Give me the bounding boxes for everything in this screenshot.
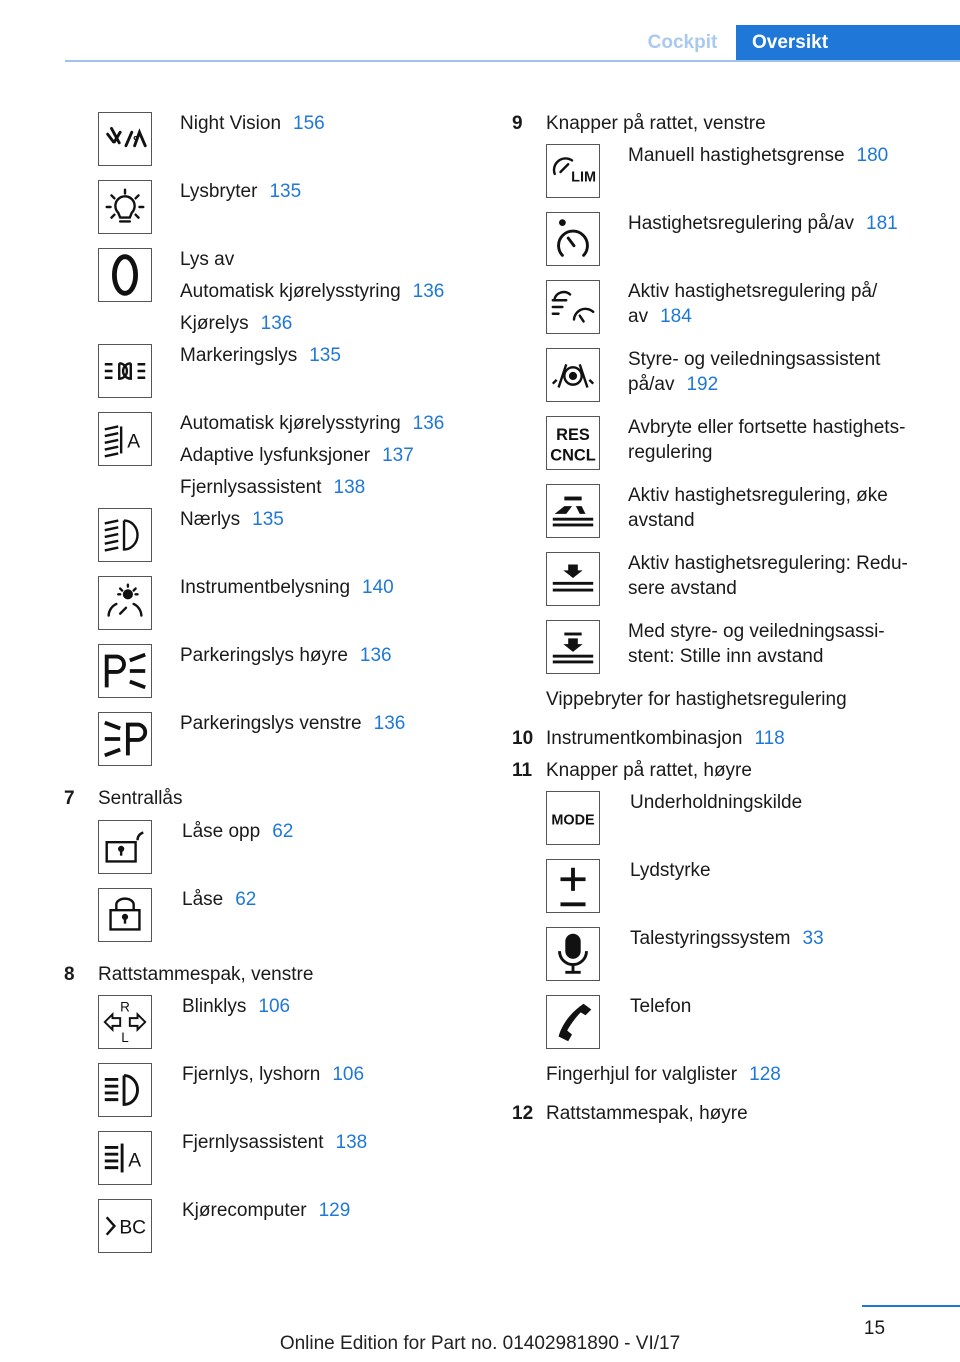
- section9-item-2-cont: av 184: [628, 306, 692, 327]
- left-item-1-line-0: Lysbryter 135: [180, 181, 302, 202]
- page-link[interactable]: 192: [686, 374, 719, 395]
- section-number: 8: [64, 964, 75, 985]
- svg-text:CNCL: CNCL: [550, 446, 596, 465]
- page-link[interactable]: 138: [333, 477, 366, 498]
- left-item-4-line-2: Fjernlysassistent 138: [180, 477, 366, 498]
- page-link[interactable]: 180: [856, 145, 889, 166]
- mode-button-icon: [546, 791, 600, 845]
- section9-item-1: Hastighetsregulering på/av 181: [628, 213, 898, 234]
- page-link[interactable]: 118: [754, 728, 785, 749]
- left-item-2-line-2: Kjørelys 136: [180, 313, 293, 334]
- page-link[interactable]: 135: [269, 181, 302, 202]
- section11-note: Fingerhjul for valglister 128: [546, 1064, 781, 1085]
- section-title: Rattstammespak, høyre: [546, 1103, 748, 1124]
- page-number: 15: [863, 1318, 886, 1339]
- section-number: 7: [64, 788, 75, 809]
- section11-item-3: Telefon: [630, 996, 692, 1017]
- section8-item-2: Fjernlysassistent 138: [182, 1132, 368, 1153]
- page-link[interactable]: 184: [660, 306, 692, 327]
- side-marker-lights-icon: [98, 344, 152, 398]
- speed-limiter-icon: [546, 144, 600, 198]
- section9-item-4: Avbryte eller fortsette hastighets-: [628, 417, 906, 438]
- distance-setting-icon: [546, 620, 600, 674]
- svg-text:A: A: [128, 1150, 142, 1172]
- lock-icon: [98, 888, 152, 942]
- lights-off-icon: [98, 248, 152, 302]
- left-item-6-line-0: Instrumentbelysning 140: [180, 577, 394, 598]
- microphone-icon: [546, 927, 600, 981]
- steering-assistant-icon: [546, 348, 600, 402]
- section9-item-7-cont: stent: Stille inn avstand: [628, 646, 824, 667]
- section8-item-3: Kjørecomputer 129: [182, 1200, 351, 1221]
- distance-increase-icon: [546, 484, 600, 538]
- section9-item-4-cont: regulering: [628, 442, 713, 463]
- section9-item-3: Styre- og veiledningsassistent: [628, 349, 881, 370]
- page-link[interactable]: 136: [260, 313, 293, 334]
- high-beam-assistant-icon: [98, 1131, 152, 1185]
- section9-item-0: Manuell hastighetsgrense 180: [628, 145, 889, 166]
- section-number: 9: [512, 113, 523, 134]
- page-link[interactable]: 106: [332, 1064, 365, 1085]
- section8-item-0: Blinklys 106: [182, 996, 291, 1017]
- left-item-7-line-0: Parkeringslys høyre 136: [180, 645, 392, 666]
- svg-text:BC: BC: [119, 1217, 147, 1239]
- section-title: Rattstammespak, venstre: [98, 964, 314, 985]
- left-item-5-line-0: Nærlys 135: [180, 509, 284, 530]
- tab-cockpit[interactable]: Cockpit: [647, 32, 718, 53]
- left-item-2-line-1: Automatisk kjørelysstyring 136: [180, 281, 445, 302]
- svg-text:LIM: LIM: [571, 169, 597, 186]
- header-rule: [65, 60, 960, 62]
- svg-text:R: R: [120, 999, 130, 1015]
- section-number: 12: [512, 1103, 534, 1124]
- section-number: 10: [512, 728, 534, 749]
- page-link[interactable]: 136: [412, 281, 445, 302]
- auto-headlight-icon: [98, 412, 152, 466]
- light-switch-icon: [98, 180, 152, 234]
- cruise-control-icon: [546, 212, 600, 266]
- page-link[interactable]: 128: [749, 1064, 781, 1085]
- active-cruise-control-icon: [546, 280, 600, 334]
- page-link[interactable]: 136: [412, 413, 445, 434]
- page-link[interactable]: 135: [309, 345, 341, 366]
- page-link[interactable]: 138: [335, 1132, 368, 1153]
- instrument-lighting-icon: [98, 576, 152, 630]
- section9-item-6-cont: sere avstand: [628, 578, 737, 599]
- left-item-4-line-1: Adaptive lysfunksjoner 137: [180, 445, 414, 466]
- section-number: 11: [512, 760, 533, 781]
- section11-item-0: Underholdningskilde: [630, 792, 803, 813]
- phone-icon: [546, 995, 600, 1049]
- page-link[interactable]: 181: [866, 213, 898, 234]
- page-link[interactable]: 106: [258, 996, 291, 1017]
- page-link[interactable]: 129: [318, 1200, 351, 1221]
- turn-signal-icon: [98, 995, 152, 1049]
- trip-computer-icon: [98, 1199, 152, 1253]
- svg-text:MODE: MODE: [551, 812, 595, 829]
- section-title: Knapper på rattet, venstre: [546, 113, 766, 134]
- page-link[interactable]: 136: [373, 713, 406, 734]
- section-title: Sentrallås: [98, 788, 183, 809]
- parking-light-right-icon: [98, 644, 152, 698]
- page-link[interactable]: 156: [293, 113, 325, 134]
- left-item-2-line-0: Lys av: [180, 249, 235, 270]
- section8-item-1: Fjernlys, lyshorn 106: [182, 1064, 365, 1085]
- section9-item-5: Aktiv hastighetsregulering, øke: [628, 485, 888, 506]
- section7-item-0: Låse opp 62: [182, 821, 294, 842]
- section11-item-1: Lydstyrke: [630, 860, 711, 881]
- high-beam-icon: [98, 1063, 152, 1117]
- volume-icon: [546, 859, 600, 913]
- svg-text:L: L: [121, 1030, 129, 1046]
- left-item-3-line-0: Markeringslys 135: [180, 345, 341, 366]
- page-link[interactable]: 137: [382, 445, 414, 466]
- section9-note: Vippebryter for hastighetsregulering: [546, 689, 847, 710]
- tab-oversikt[interactable]: Oversikt: [736, 25, 960, 62]
- left-item-4-line-0: Automatisk kjørelysstyring 136: [180, 413, 445, 434]
- low-beam-icon: [98, 508, 152, 562]
- section-title: Instrumentkombinasjon 118: [546, 728, 785, 749]
- section9-item-2: Aktiv hastighetsregulering på/: [628, 281, 878, 302]
- footer-rule: [862, 1305, 960, 1307]
- section9-item-5-cont: avstand: [628, 510, 695, 531]
- left-item-8-line-0: Parkeringslys venstre 136: [180, 713, 406, 734]
- section7-item-1: Låse 62: [182, 889, 257, 910]
- res-cncl-icon: [546, 416, 600, 470]
- parking-light-left-icon: [98, 712, 152, 766]
- page-link[interactable]: 136: [359, 645, 392, 666]
- page-link[interactable]: 62: [235, 889, 257, 910]
- left-item-0-line-0: Night Vision 156: [180, 113, 325, 134]
- page-link[interactable]: 33: [802, 928, 824, 949]
- section11-item-2: Talestyringssystem 33: [630, 928, 824, 949]
- section-title: Knapper på rattet, høyre: [546, 760, 752, 781]
- edition-footer: Online Edition for Part no. 01402981890 - VI/17: [279, 1333, 681, 1354]
- section9-item-7: Med styre- og veiledningsassi-: [628, 621, 885, 642]
- unlock-icon: [98, 820, 152, 874]
- section9-item-6: Aktiv hastighetsregulering: Redu-: [628, 553, 908, 574]
- section9-item-3-cont: på/av 192: [628, 374, 719, 395]
- page-link[interactable]: 135: [252, 509, 284, 530]
- page-link[interactable]: 62: [272, 821, 294, 842]
- svg-text:A: A: [127, 431, 141, 453]
- page-link[interactable]: 140: [362, 577, 394, 598]
- svg-text:RES: RES: [556, 426, 590, 445]
- distance-decrease-icon: [546, 552, 600, 606]
- night-vision-icon: [98, 112, 152, 166]
